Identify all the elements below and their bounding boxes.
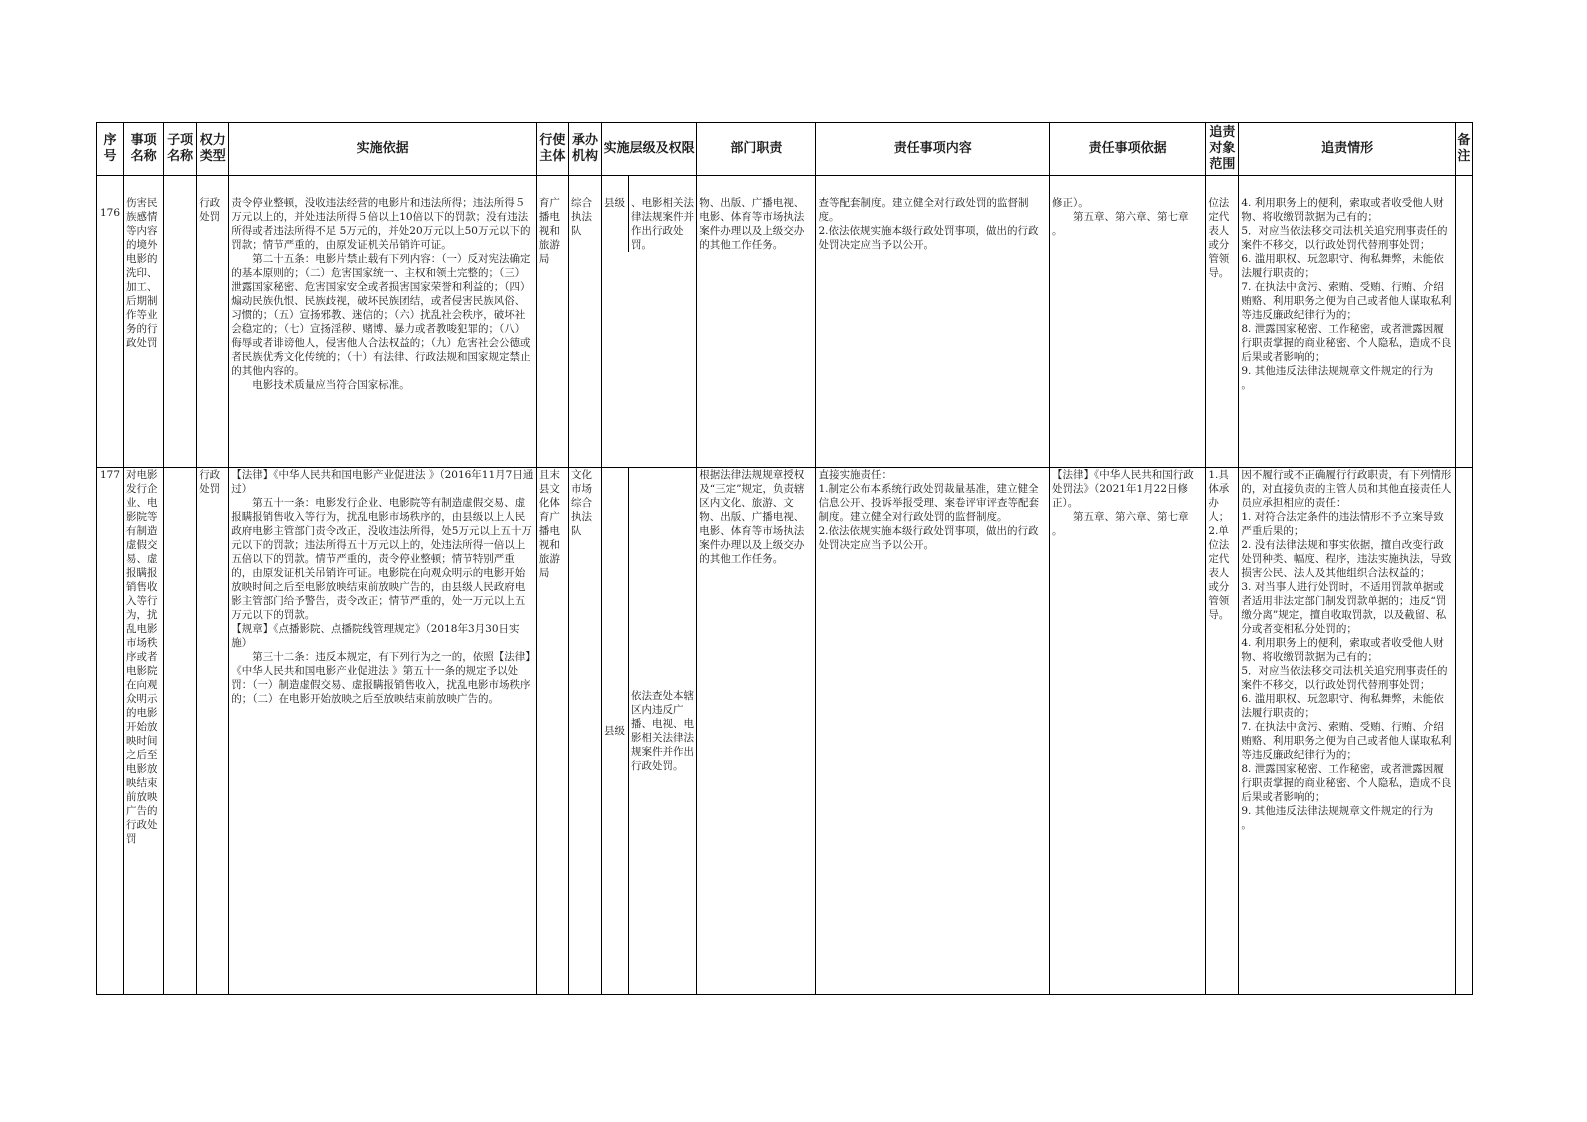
target-cell: 1.具体承办人；2.单位法定代表人或分管领导。 bbox=[1206, 468, 1239, 995]
dept-duty-cell: 物、出版、广播电视、电影、体育等市场执法案件办理以及上级交办的其他工作任务。 bbox=[697, 176, 816, 468]
level-cell bbox=[602, 468, 697, 995]
table-row bbox=[97, 468, 1473, 995]
basis-law-title: 【法律】《中华人民共和国电影产业促进法 》（2016年11月7日通过） bbox=[231, 469, 534, 495]
header-power-type: 权力类型 bbox=[197, 123, 229, 176]
resp-basis-paragraph: 。 bbox=[1051, 525, 1063, 537]
target-cell: 位法定代表人或分管领导。 bbox=[1206, 176, 1239, 468]
table-header-row bbox=[97, 123, 1473, 176]
resp-basis-paragraph: 【法律】《中华人民共和国行政处罚法》（2021年1月22日修正）。 bbox=[1051, 469, 1194, 509]
resp-basis-cell bbox=[1049, 468, 1205, 995]
header-agency: 承办机构 bbox=[568, 123, 601, 176]
agency-cell: 综合执法队 bbox=[568, 176, 601, 468]
row-number: 176 bbox=[97, 176, 124, 468]
situation-paragraph: 8. 泄露国家秘密、工作秘密，或者泄露因履行职责掌握的商业秘密、个人隐私，造成不良后果或者影响的； bbox=[1241, 323, 1452, 363]
header-no: 序号 bbox=[97, 123, 124, 176]
sub-name-cell bbox=[164, 468, 197, 995]
situation-paragraph: 8. 泄露国家秘密、工作秘密，或者泄露因履行职责掌握的商业秘密、个人隐私，造成不良后果或者影响的； bbox=[1241, 763, 1452, 803]
situation-paragraph: 1. 对符合法定条件的违法情形不予立案导致严重后果的； bbox=[1241, 511, 1444, 537]
situation-paragraph: 5．对应当依法移交司法机关追究刑事责任的案件不移交，以行政处罚代替刑事处罚； bbox=[1241, 225, 1448, 251]
basis-paragraph: 责令停业整顿，没收违法经营的电影片和违法所得；违法所得５万元以上的，并处违法所得５倍以上10倍以下的罚款；没有违法所得或者违法所得不足 5万元的，并处20万元以上50万元以下的罚款；情节严重的，由原发证机关吊销许可证。 bbox=[231, 197, 531, 251]
power-type-cell: 行政处罚 bbox=[197, 176, 229, 468]
header-situation: 追责情形 bbox=[1239, 123, 1455, 176]
resp-content-cell bbox=[816, 176, 1050, 468]
sub-name-cell bbox=[164, 176, 197, 468]
remark-cell bbox=[1455, 176, 1472, 468]
power-type-cell: 行政处罚 bbox=[197, 468, 229, 995]
subject-cell: 育广播电视和旅游局 bbox=[536, 176, 568, 468]
situation-paragraph: 9. 其他违反法律法规规章文件规定的行为 bbox=[1241, 365, 1434, 377]
situation-cell bbox=[1239, 176, 1455, 468]
basis-cell bbox=[229, 176, 537, 468]
resp-content-paragraph: 1.制定公布本系统行政处罚裁量基准，建立健全信息公开、投诉举报受理、案卷评审评查等配套制度。建立健全对行政处罚的监督制度。 bbox=[818, 483, 1039, 523]
basis-rule-title: 【规章】《点播影院、点播院线管理规定》（2018年3月30日实施） bbox=[231, 623, 520, 649]
situation-paragraph: 9. 其他违反法律法规规章文件规定的行为 bbox=[1241, 805, 1434, 817]
situation-paragraph: 6. 滥用职权、玩忽职守、徇私舞弊，未能依法履行职责的； bbox=[1241, 693, 1444, 719]
header-resp-basis: 责任事项依据 bbox=[1049, 123, 1205, 176]
header-sub-name: 子项名称 bbox=[164, 123, 197, 176]
basis-paragraph: 电影技术质量应当符合国家标准。 bbox=[252, 379, 410, 391]
resp-basis-paragraph: 第五章、第六章、第七章 bbox=[1072, 211, 1189, 223]
header-target: 追责对象范围 bbox=[1206, 123, 1239, 176]
situation-paragraph: 4. 利用职务上的便利，索取或者收受他人财物、将收缴罚款据为己有的； bbox=[1241, 637, 1444, 663]
basis-paragraph: 第二十五条：电影片禁止载有下列内容：（一）反对宪法确定的基本原则的；（二）危害国家统一、主权和领土完整的；（三）泄露国家秘密、危害国家安全或者损害国家荣誉和利益的；（四）煽动民族仇恨、民族歧视，破坏民族团结，或者侵害民族风俗、习惯的；（五）宣扬邪教、迷信的；（六）扰乱社会秩序，破坏社会稳定的；（七）宣扬淫秽、赌博、暴力或者教唆犯罪的；（八）侮辱或者诽谤他人，侵害他人合法权益的；（九）危害社会公德或者民族优秀文化传统的；（十）有法律、行政法规和国家规定禁止的其他内容的。 bbox=[231, 253, 531, 377]
header-remark: 备注 bbox=[1455, 123, 1472, 176]
item-name-cell: 伤害民族感情等内容的境外电影的洗印、加工、后期制作等业务的行政处罚 bbox=[124, 176, 164, 468]
level-cell bbox=[602, 176, 697, 468]
resp-basis-paragraph: 第五章、第六章、第七章 bbox=[1072, 511, 1189, 523]
level-scope: 依法查处本辖区内违反广播、电视、电影相关法律法规案件并作出行政处罚。 bbox=[631, 690, 695, 772]
header-level: 实施层级及权限 bbox=[602, 123, 697, 176]
situation-cell bbox=[1239, 468, 1455, 995]
dept-duty-cell: 根据法律法规规章授权及“三定”规定，负责辖区内文化、旅游、文物、出版、广播电视、电影、体育等市场执法案件办理以及上级交办的其他工作任务。 bbox=[697, 468, 816, 995]
level-tier: 县级 bbox=[602, 468, 629, 994]
header-subject: 行使主体 bbox=[536, 123, 568, 176]
remark-cell bbox=[1455, 468, 1472, 995]
header-resp-content: 责任事项内容 bbox=[816, 123, 1050, 176]
subject-cell: 且末县文化体育广播电视和旅游局 bbox=[536, 468, 568, 995]
situation-paragraph: 4. 利用职务上的便利，索取或者收受他人财物、将收缴罚款据为己有的； bbox=[1241, 197, 1444, 223]
resp-basis-paragraph: 。 bbox=[1051, 225, 1063, 237]
level-tier: 县级 bbox=[602, 176, 629, 252]
resp-content-paragraph: 2.依法依规实施本级行政处罚事项，做出的行政处罚决定应当予以公开。 bbox=[818, 225, 1039, 251]
basis-rule-text: 第三十二条：违反本规定，有下列行为之一的，依照【法律】《中华人民共和国电影产业促进法 》第五十一条的规定予以处罚：（一）制造虚假交易、虚报瞒报销售收入，扰乱电影市场秩序的；（二）在电影开始放映之后至放映结束前放映广告的。 bbox=[231, 651, 531, 705]
basis-law-text: 第五十一条：电影发行企业、电影院等有制造虚假交易、虚报瞒报销售收入等行为，扰乱电影市场秩序的，由县级以上人民政府电影主管部门责令改正，没收违法所得，处5万元以上五十万元以下的罚款；违法所得五十万元以上的，处违法所得一倍以上五倍以下的罚款。情节严重的，责令停业整顿；情节特别严重的，由原发证机关吊销许可证。电影院在向观众明示的电影开始放映时间之后至电影放映结束前放映广告的，由县级人民政府电影主管部门给予警告，责令改正；情节严重的，处一万元以上五万元以下的罚款。 bbox=[231, 497, 532, 621]
table-row bbox=[97, 176, 1473, 468]
situation-paragraph: 因不履行或不正确履行行政职责，有下列情形的，对直接负责的主管人员和其他直接责任人员应承担相应的责任： bbox=[1241, 469, 1452, 509]
resp-basis-paragraph: 修正）。 bbox=[1051, 197, 1089, 209]
resp-content-paragraph: 2.依法依规实施本级行政处罚事项，做出的行政处罚决定应当予以公开。 bbox=[818, 525, 1039, 551]
situation-paragraph: 。 bbox=[1241, 819, 1252, 831]
situation-paragraph: 2. 没有法律法规和事实依据，擅自改变行政处罚种类、幅度、程序，违法实施执法，导致损害公民、法人及其他组织合法权益的； bbox=[1241, 539, 1452, 579]
resp-basis-cell bbox=[1049, 176, 1205, 468]
row-number: 177 bbox=[97, 468, 124, 995]
level-scope: 、电影相关法律法规案件并作出行政处罚。 bbox=[631, 197, 695, 251]
header-basis: 实施依据 bbox=[229, 123, 537, 176]
header-item-name: 事项名称 bbox=[124, 123, 164, 176]
power-list-table bbox=[96, 122, 1473, 995]
resp-content-paragraph: 直接实施责任： bbox=[818, 469, 892, 481]
basis-cell bbox=[229, 468, 537, 995]
document-sheet bbox=[96, 122, 1473, 990]
situation-paragraph: 6. 滥用职权、玩忽职守、徇私舞弊，未能依法履行职责的； bbox=[1241, 253, 1444, 279]
resp-content-cell bbox=[816, 468, 1050, 995]
situation-paragraph: 7. 在执法中贪污、索贿、受贿、行贿、介绍贿赂、利用职务之便为自己或者他人谋取私利等违反廉政纪律行为的； bbox=[1241, 721, 1452, 761]
situation-paragraph: 3. 对当事人进行处罚时，不适用罚款单据或者适用非法定部门制发罚款单据的；违反“罚缴分离”规定，擅自收取罚款，以及截留、私分或者变相私分处罚的； bbox=[1241, 581, 1447, 635]
situation-paragraph: 5．对应当依法移交司法机关追究刑事责任的案件不移交，以行政处罚代替刑事处罚； bbox=[1241, 665, 1448, 691]
resp-content-paragraph: 查等配套制度。建立健全对行政处罚的监督制度。 bbox=[818, 197, 1029, 223]
item-name-cell: 对电影发行企业、电影院等有制造虚假交易、虚报瞒报销售收入等行为，扰乱电影市场秩序或者电影院在向观众明示的电影开始放映时间之后至电影放映结束前放映广告的行政处罚 bbox=[124, 468, 164, 995]
agency-cell: 文化市场综合执法队 bbox=[568, 468, 601, 995]
situation-paragraph: 。 bbox=[1241, 379, 1252, 391]
situation-paragraph: 7. 在执法中贪污、索贿、受贿、行贿、介绍贿赂、利用职务之便为自己或者他人谋取私利等违反廉政纪律行为的； bbox=[1241, 281, 1452, 321]
header-dept-duty: 部门职责 bbox=[697, 123, 816, 176]
